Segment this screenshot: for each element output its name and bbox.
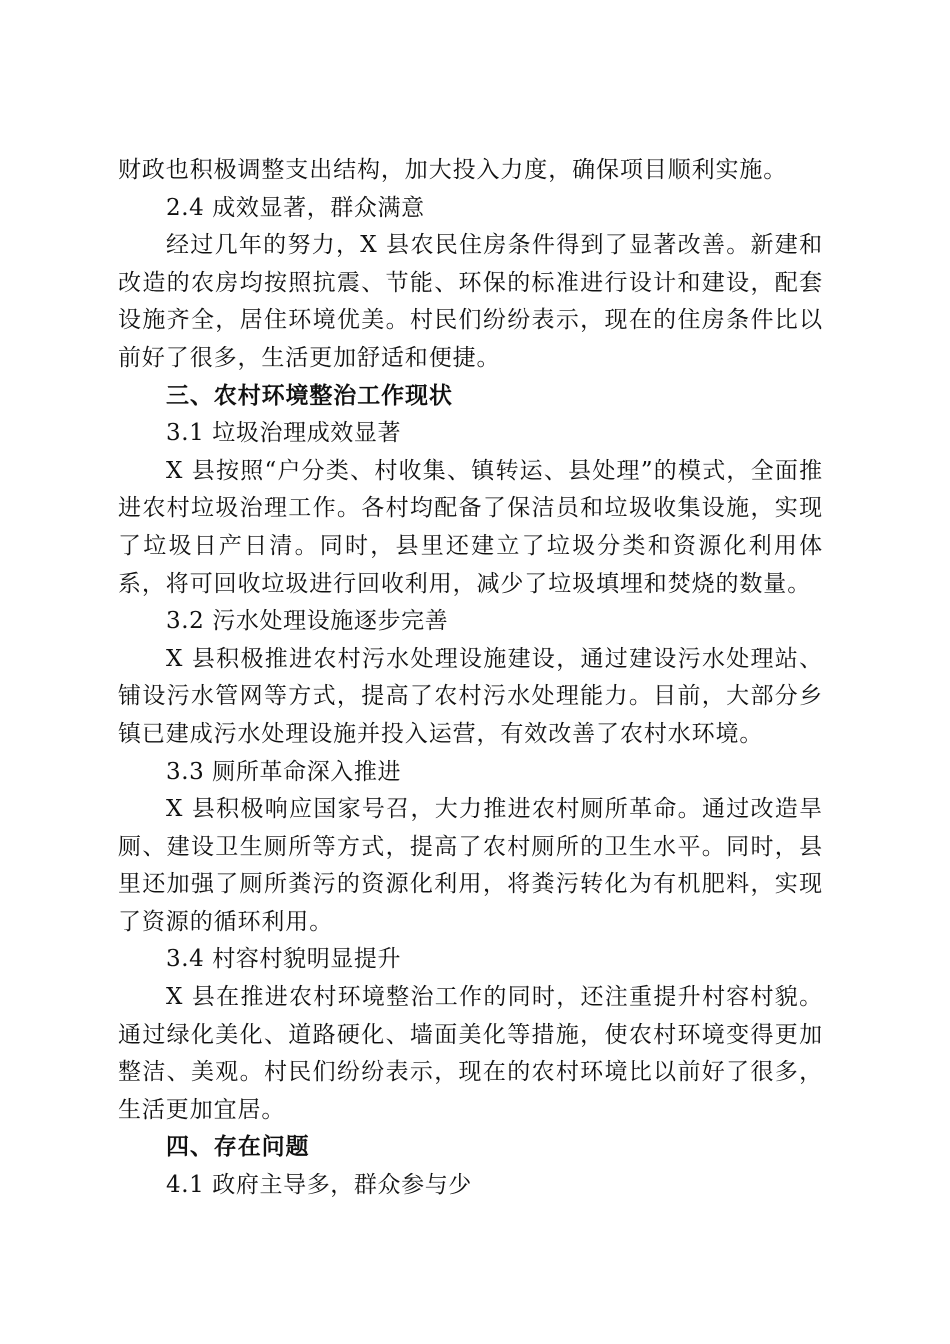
- document-body: [118, 152, 823, 1205]
- subheading-3-4: 3.4 村容村貌明显提升: [166, 946, 402, 973]
- body-paragraph: X 县按照“户分类、村收集、镇转运、县处理”的模式，全面推进农村垃圾治理工作。各村均配备了保洁员和垃圾收集设施，实现了垃圾日产日清。同时，县里还建立了垃圾分类和资源化利用体系，将可回收垃圾进行回收利用，减少了垃圾填埋和焚烧的数量。: [118, 457, 823, 597]
- section-heading-3: 三、农村环境整治工作现状: [166, 382, 453, 409]
- body-paragraph: X 县在推进农村环境整治工作的同时，还注重提升村容村貌。通过绿化美化、道路硬化、墙面美化等措施，使农村环境变得更加整洁、美观。村民们纷纷表示，现在的农村环境比以前好了很多，生活更加宜居。: [118, 984, 823, 1123]
- body-paragraph: 经过几年的努力，X 县农民住房条件得到了显著改善。新建和改造的农房均按照抗震、节能、环保的标准进行设计和建设，配套设施齐全，居住环境优美。村民们纷纷表示，现在的住房条件比以前好了很多，生活更加舒适和便捷。: [118, 232, 823, 371]
- body-paragraph-continued: 财政也积极调整支出结构，加大投入力度，确保项目顺利实施。: [118, 157, 788, 183]
- section-heading-4: 四、存在问题: [166, 1134, 310, 1161]
- subheading-3-3: 3.3 厕所革命深入推进: [166, 758, 402, 785]
- body-paragraph: X 县积极响应国家号召，大力推进农村厕所革命。通过改造旱厕、建设卫生厕所等方式，提高了农村厕所的卫生水平。同时，县里还加强了厕所粪污的资源化利用，将粪污转化为有机肥料，实现了资源的循环利用。: [118, 796, 823, 935]
- subheading-3-2: 3.2 污水处理设施逐步完善: [166, 608, 449, 635]
- body-paragraph: X 县积极推进农村污水处理设施建设，通过建设污水处理站、铺设污水管网等方式，提高了农村污水处理能力。目前，大部分乡镇已建成污水处理设施并投入运营，有效改善了农村水环境。: [118, 645, 823, 747]
- subheading-2-4: 2.4 成效显著，群众满意: [166, 194, 425, 221]
- subheading-4-1: 4.1 政府主导多，群众参与少: [166, 1172, 472, 1199]
- subheading-3-1: 3.1 垃圾治理成效显著: [166, 420, 402, 447]
